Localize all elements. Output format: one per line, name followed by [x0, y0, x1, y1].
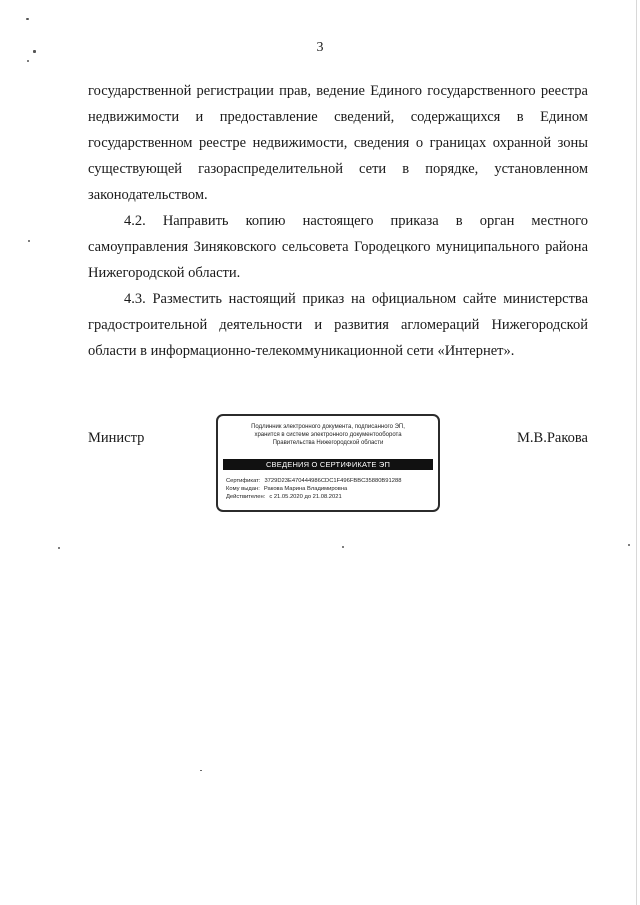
certificate-row: [226, 477, 432, 485]
validity-label: Действителен:: [226, 494, 266, 500]
stamp-certificate-header: СВЕДЕНИЯ О СЕРТИФИКАТЕ ЭП: [223, 459, 433, 470]
certificate-label: Сертификат:: [226, 478, 261, 484]
paragraph-4-3: 4.3. Разместить настоящий приказ на официальном сайте министерства градостроительной деятельности и развития агломераций Нижегородской области в информационно-телекоммуникационной сети «Интернет».: [88, 291, 588, 359]
page-number: 3: [316, 40, 324, 55]
signatory-role: Министр: [88, 430, 145, 446]
signatory-name: М.В.Ракова: [517, 430, 588, 446]
scan-speck: [58, 547, 60, 549]
document-body: [88, 78, 588, 364]
stamp-certificate-details: [226, 477, 432, 501]
owner-label: Кому выдан:: [226, 486, 260, 492]
scan-speck: [628, 544, 630, 546]
stamp-caption-line: Правительства Нижегородской области: [272, 440, 384, 446]
scan-edge-line: [636, 0, 637, 905]
scan-speck: [26, 18, 29, 20]
scan-speck: [28, 240, 30, 242]
paragraph-4-2: 4.2. Направить копию настоящего приказа в орган местного самоуправления Зиняковского сельсовета Городецкого муниципального района Нижегородской области.: [88, 213, 588, 281]
owner-row: [226, 485, 432, 493]
stamp-caption-line: хранится в системе электронного документооборота: [254, 432, 402, 438]
owner-value: Ракова Марина Владимировна: [263, 486, 348, 492]
stamp-caption: [224, 423, 432, 447]
certificate-value: 3729D23E470444986CDC1F496FBBC35880B91288: [264, 478, 402, 484]
validity-value: с 21.05.2020 до 21.08.2021: [269, 494, 342, 500]
validity-row: [226, 493, 432, 501]
scan-speck: [200, 770, 202, 771]
stamp-caption-line: Подлинник электронного документа, подписанного ЭП,: [251, 424, 405, 430]
scan-speck: [342, 546, 344, 548]
electronic-signature-stamp: [216, 414, 440, 512]
paragraph-registration: государственной регистрации прав, ведение Единого государственного реестра недвижимости и предоставление сведений, содержащихся в Едином государственном реестре недвижимости, сведения о границах охранной зоны существующей газораспределительной сети в порядке, установленном законодательством.: [88, 83, 588, 203]
scan-speck: [27, 60, 29, 62]
